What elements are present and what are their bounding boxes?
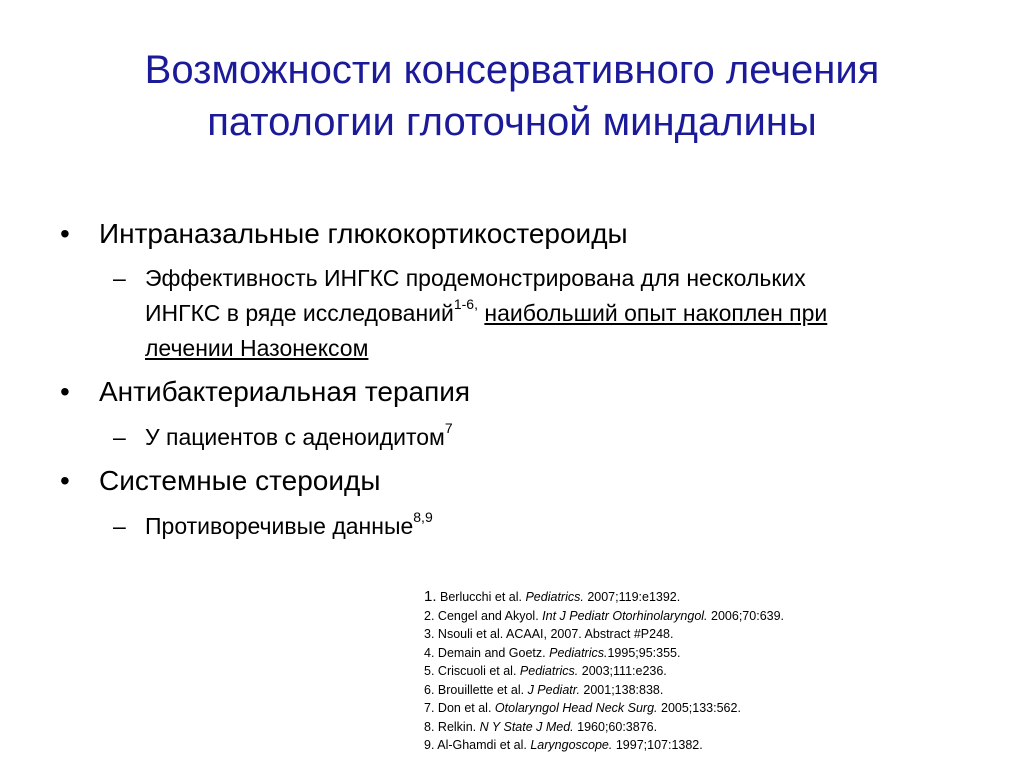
citation-superscript: 8,9 [413,509,433,526]
reference-details: 1960;60:3876. [577,719,658,734]
bullet-text: Антибактериальная терапия [99,376,471,407]
reference-details: 2006;70:639. [711,608,785,623]
reference-item [424,644,784,663]
reference-number: 4. [424,645,435,660]
reference-authors: Berlucchi et al. [440,590,522,604]
reference-details: 1995;95:355. [607,645,681,660]
reference-details: 2003;111:e236. [581,664,667,678]
bullet-marker: • [60,465,70,496]
sub-bullet-line-2-text: ИНГКС в ряде исследований [145,300,454,326]
sub-bullet-marker: – [113,513,126,539]
reference-number: 3. [424,627,435,641]
reference-item [424,607,784,626]
reference-authors: Criscuoli et al. [437,664,517,678]
reference-authors: Relkin. [437,719,477,734]
reference-item [424,662,784,681]
reference-authors: Brouillette et al. [437,682,525,697]
sub-bullet-text [145,420,453,455]
reference-item [424,736,784,755]
sub-bullet-text-content: Противоречивые данные [145,513,414,539]
underlined-text: лечении Назонексом [145,335,369,361]
citation-superscript: 7 [444,420,453,437]
reference-number: 1. [424,588,437,605]
reference-authors: Don et al. [437,701,492,715]
reference-number: 9. [424,738,435,752]
reference-journal: Pediatrics. [519,664,579,678]
sub-bullet-line-3 [145,331,368,366]
reference-journal: N Y State J Med. [479,719,574,734]
reference-details: 2001;138:838. [583,682,664,697]
underlined-text: наибольший опыт накоплен при [484,300,828,326]
reference-number: 7. [424,701,435,715]
slide-title-line-1: Возможности консервативного лечения [144,48,880,92]
bullet-marker: • [60,376,70,407]
reference-number: 6. [424,682,435,697]
sub-bullet-line-1: Эффективность ИНГКС продемонстрирована для нескольких [145,265,806,291]
reference-authors: Nsouli et al. ACAAI, 2007. Abstract #P248. [437,627,674,641]
reference-number: 5. [424,664,435,678]
reference-journal: J Pediatr. [527,682,580,697]
reference-number: 2. [424,608,435,623]
sub-bullet-text-content: У пациентов с аденоидитом [145,424,445,450]
reference-authors: Demain and Goetz. [437,645,546,660]
slide-title [40,44,984,148]
reference-item [424,588,784,607]
bullet-marker: • [60,218,70,249]
reference-number: 8. [424,719,435,734]
reference-journal: Int J Pediatr Otorhinolaryngol. [542,608,708,623]
reference-details: 1997;107:1382. [615,738,703,752]
citation-superscript: 1-6, [453,296,478,313]
sub-bullet-line-2 [145,296,827,331]
reference-journal: Pediatrics. [549,645,608,660]
reference-item [424,625,784,644]
reference-item [424,718,784,737]
references-list [424,588,784,755]
reference-item [424,681,784,700]
reference-journal: Otolaryngol Head Neck Surg. [494,701,658,715]
reference-details: 2005;133:562. [661,701,741,715]
sub-bullet-marker: – [113,265,126,291]
reference-details: 2007;119:e1392. [587,590,681,604]
reference-journal: Pediatrics. [525,590,584,604]
reference-authors: Cengel and Akyol. [437,608,539,623]
bullet-text: Системные стероиды [99,465,381,496]
sub-bullet-text [145,509,433,544]
reference-item [424,699,784,718]
bullet-text: Интраназальные глюкокортикостероиды [99,218,628,249]
sub-bullet-marker: – [113,424,126,450]
reference-authors: Al-Ghamdi et al. [437,738,527,752]
reference-journal: Laryngoscope. [530,738,613,752]
slide-title-line-2: патологии глоточной миндалины [207,100,817,144]
